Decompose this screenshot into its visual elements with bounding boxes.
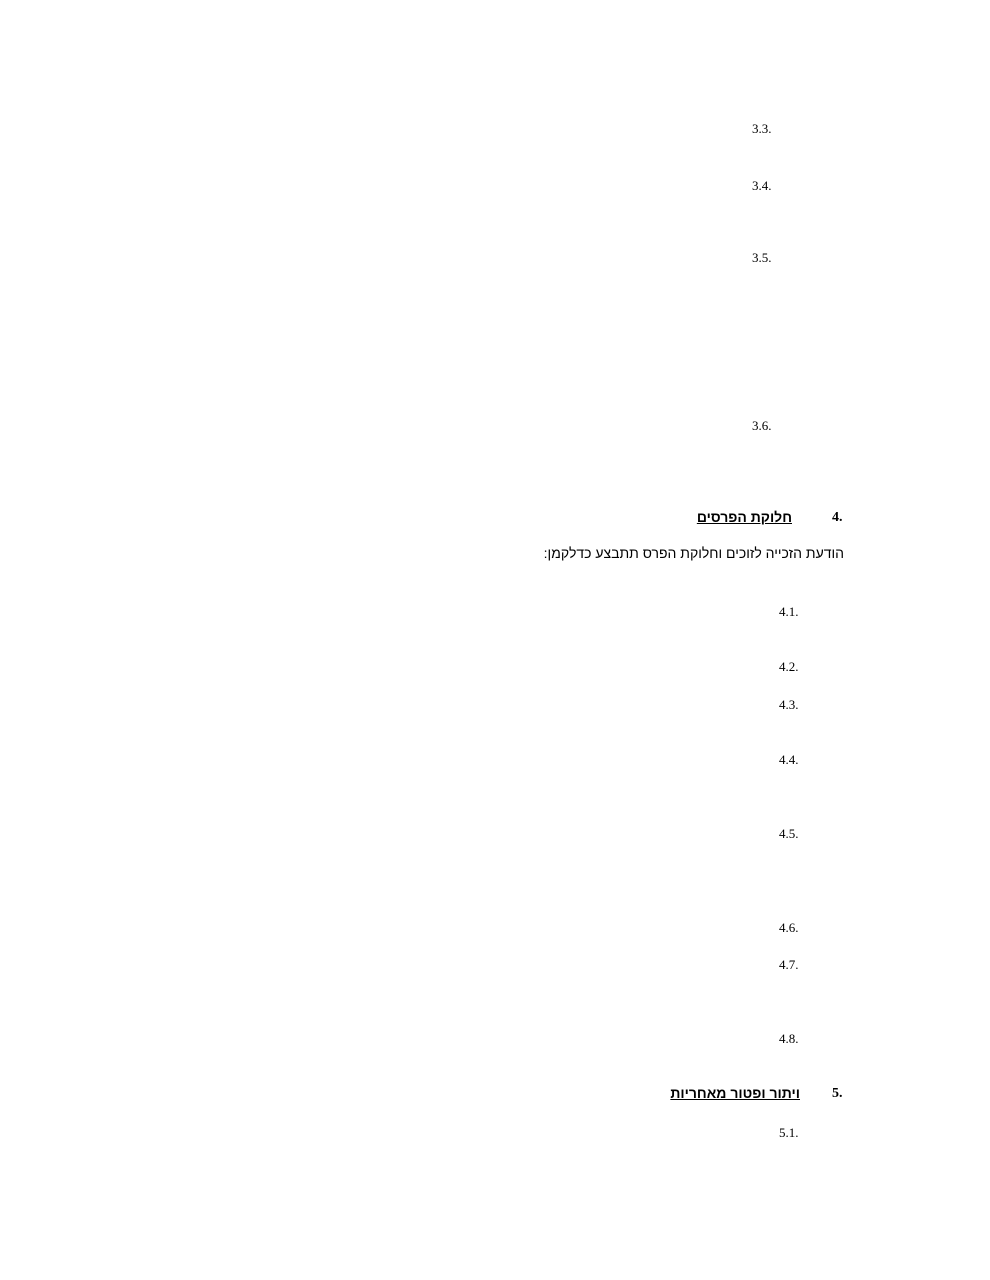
clause-number: 4.4.: [779, 752, 799, 767]
section-title: חלוקת הפרסים: [696, 509, 792, 525]
clause-number: 4.1.: [779, 604, 799, 619]
clause-number: 4.7.: [779, 957, 799, 972]
section-number: 5.: [832, 1086, 843, 1101]
clause-number: 3.4.: [752, 178, 772, 193]
section-number: 4.: [832, 510, 843, 525]
section-title: ויתור ופטור מאחריות: [670, 1085, 800, 1101]
clause-number: 4.5.: [779, 826, 799, 841]
clause-number: 4.6.: [779, 920, 799, 935]
clause-number: 3.5.: [752, 250, 772, 265]
clause-number: 3.6.: [752, 418, 772, 433]
clause-number: 5.1.: [779, 1125, 799, 1140]
clause-number: 4.8.: [779, 1031, 799, 1046]
section-intro: הודעת הזכייה לזוכים וחלוקת הפרס תתבצע כדלקמן:: [543, 545, 844, 561]
clause-number: 3.3.: [752, 121, 772, 136]
clause-number: 4.3.: [779, 697, 799, 712]
clause-number: 4.2.: [779, 659, 799, 674]
